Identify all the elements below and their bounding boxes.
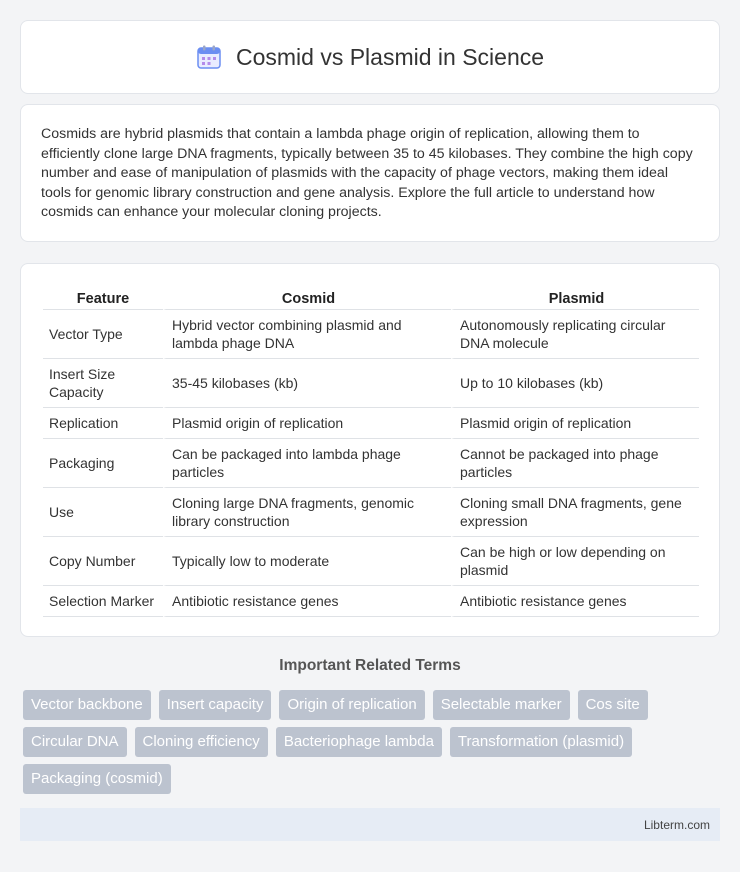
cosmid-cell: Antibiotic resistance genes xyxy=(163,586,451,617)
feature-cell: Use xyxy=(43,488,163,537)
header-plasmid: Plasmid xyxy=(451,284,699,310)
table-header-row xyxy=(43,284,699,310)
plasmid-cell: Plasmid origin of replication xyxy=(451,408,699,439)
comparison-table-card xyxy=(20,263,720,637)
plasmid-cell: Antibiotic resistance genes xyxy=(451,586,699,617)
cosmid-cell: 35-45 kilobases (kb) xyxy=(163,359,451,408)
table-row xyxy=(43,537,699,586)
feature-cell: Selection Marker xyxy=(43,586,163,617)
tag-cloning-efficiency[interactable]: Cloning efficiency xyxy=(135,727,268,757)
cosmid-cell: Hybrid vector combining plasmid and lambda phage DNA xyxy=(163,310,451,359)
cosmid-cell: Can be packaged into lambda phage particles xyxy=(163,439,451,488)
feature-cell: Copy Number xyxy=(43,537,163,586)
plasmid-cell: Cannot be packaged into phage particles xyxy=(451,439,699,488)
footer xyxy=(20,808,720,841)
table-row xyxy=(43,359,699,408)
header-feature: Feature xyxy=(43,284,163,310)
feature-cell: Packaging xyxy=(43,439,163,488)
related-terms-title: Important Related Terms xyxy=(279,657,461,674)
plasmid-cell: Can be high or low depending on plasmid xyxy=(451,537,699,586)
header-inner xyxy=(196,44,544,71)
intro-text: Cosmids are hybrid plasmids that contain a lambda phage origin of replication, allowing them to efficiently clone large DNA fragments, typically between 35 to 45 kilobases. They combine the high copy number and ease of manipulation of plasmids with the capacity of phage vectors, making them ideal tools for genomic library construction and gene analysis. Explore the full article to understand how cosmids can enhance your molecular cloning projects. xyxy=(41,126,693,221)
tag-insert-capacity[interactable]: Insert capacity xyxy=(159,690,272,720)
tag-bacteriophage-lambda[interactable]: Bacteriophage lambda xyxy=(276,727,442,757)
table-row xyxy=(43,586,699,617)
table-row xyxy=(43,488,699,537)
tag-packaging-cosmid[interactable]: Packaging (cosmid) xyxy=(23,764,171,794)
cosmid-cell: Plasmid origin of replication xyxy=(163,408,451,439)
table-row xyxy=(43,439,699,488)
plasmid-cell: Autonomously replicating circular DNA molecule xyxy=(451,310,699,359)
tag-cos-site[interactable]: Cos site xyxy=(578,690,648,720)
plasmid-cell: Cloning small DNA fragments, gene expression xyxy=(451,488,699,537)
feature-cell: Insert Size Capacity xyxy=(43,359,163,408)
feature-cell: Vector Type xyxy=(43,310,163,359)
comparison-table xyxy=(43,284,699,617)
tag-vector-backbone[interactable]: Vector backbone xyxy=(23,690,151,720)
tag-circular-dna[interactable]: Circular DNA xyxy=(23,727,127,757)
tag-origin-of-replication[interactable]: Origin of replication xyxy=(279,690,424,720)
related-terms-list xyxy=(23,690,723,794)
table-row xyxy=(43,310,699,359)
cosmid-cell: Cloning large DNA fragments, genomic library construction xyxy=(163,488,451,537)
feature-cell: Replication xyxy=(43,408,163,439)
header-cosmid: Cosmid xyxy=(163,284,451,310)
page-title: Cosmid vs Plasmid in Science xyxy=(235,43,545,70)
cosmid-cell: Typically low to moderate xyxy=(163,537,451,586)
header-card xyxy=(20,20,720,94)
footer-site-link[interactable]: Libterm.com xyxy=(643,817,710,832)
intro-card xyxy=(20,104,720,242)
plasmid-cell: Up to 10 kilobases (kb) xyxy=(451,359,699,408)
tag-selectable-marker[interactable]: Selectable marker xyxy=(433,690,570,720)
tag-transformation-plasmid[interactable]: Transformation (plasmid) xyxy=(450,727,632,757)
table-row xyxy=(43,408,699,439)
calendar-icon xyxy=(196,44,222,70)
